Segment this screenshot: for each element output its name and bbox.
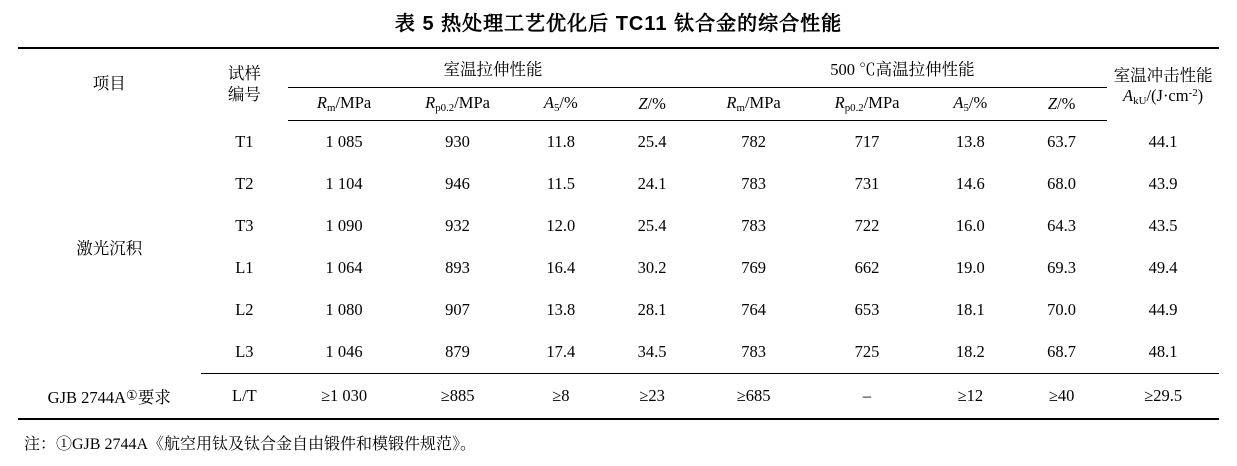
cell-sample: L2 <box>235 300 254 319</box>
cell-ht-rm: 783 <box>741 216 766 235</box>
cell-ht-z: 70.0 <box>1047 300 1077 319</box>
requirement-row <box>18 374 1219 420</box>
properties-table <box>18 47 1219 420</box>
cell-rt-rp02: 946 <box>445 174 470 193</box>
cell-ht-z: 64.3 <box>1047 216 1077 235</box>
cell-rt-z: 25.4 <box>637 216 667 235</box>
table-note: 注：①GJB 2744A《航空用钛及钛合金自由锻件和模锻件规范》。 <box>24 436 477 453</box>
cell-ht-a5: 14.6 <box>955 174 985 193</box>
header-ht-rp02: $R_{p0.2}$/MPa <box>809 88 924 121</box>
cell-sample: L3 <box>201 331 289 374</box>
cell-ht-a5: 19.0 <box>955 258 985 277</box>
cell-ht-rp02: 662 <box>854 258 880 277</box>
cell-rt-z: 28.1 <box>637 300 667 319</box>
requirement-label <box>18 374 201 420</box>
cell-ht-a5: 13.8 <box>955 132 985 151</box>
cell-rt-rm: 1 080 <box>325 300 363 319</box>
cell-rt-z: 34.5 <box>606 331 697 374</box>
cell-ht-z: 63.7 <box>1047 132 1077 151</box>
header-group-impact-label: 室温冲击性能 <box>1113 66 1213 86</box>
requirement-label-mark: ① <box>126 387 138 403</box>
header-rt-rm: $R_m$/MPa <box>288 88 400 121</box>
header-group-room-temp: 室温拉伸性能 <box>288 48 698 88</box>
header-group-high-temp: 500 ℃高温拉伸性能 <box>698 48 1108 88</box>
cell-rt-rm: 1 064 <box>325 258 363 277</box>
cell-aku: 44.9 <box>1148 300 1178 319</box>
cell-rt-rp02: 879 <box>400 331 515 374</box>
requirement-ht-rm: ≥685 <box>698 374 810 420</box>
cell-rt-a5: 11.5 <box>546 174 575 193</box>
requirement-label-post: 要求 <box>137 387 171 407</box>
cell-ht-rm: 782 <box>741 132 766 151</box>
header-item: 项目 <box>18 48 201 121</box>
header-row-groups <box>18 48 1219 88</box>
cell-rt-a5: 11.8 <box>546 132 575 151</box>
cell-ht-rm: 764 <box>741 300 766 319</box>
cell-ht-rp02: 722 <box>854 216 880 235</box>
cell-rt-a5: 17.4 <box>515 331 606 374</box>
cell-sample: L1 <box>235 258 254 277</box>
cell-ht-a5: 18.2 <box>925 331 1016 374</box>
requirement-rt-rp02: ≥885 <box>400 374 515 420</box>
cell-ht-a5: 16.0 <box>955 216 985 235</box>
cell-rt-rm: 1 085 <box>325 132 363 151</box>
requirement-sample: L/T <box>201 374 289 420</box>
requirement-ht-z: ≥40 <box>1016 374 1107 420</box>
table-caption: 表 5 热处理工艺优化后 TC11 钛合金的综合性能 <box>394 13 843 35</box>
cell-rt-rm: 1 090 <box>325 216 363 235</box>
requirement-aku: ≥29.5 <box>1107 374 1219 420</box>
cell-rt-a5: 12.0 <box>546 216 576 235</box>
cell-rt-rm: 1 046 <box>288 331 400 374</box>
cell-ht-rp02: 653 <box>854 300 880 319</box>
cell-ht-rm: 783 <box>698 331 810 374</box>
requirement-rt-a5: ≥8 <box>515 374 606 420</box>
cell-rt-a5: 13.8 <box>546 300 576 319</box>
cell-ht-z: 68.7 <box>1016 331 1107 374</box>
cell-aku: 49.4 <box>1148 258 1178 277</box>
cell-rt-rp02: 893 <box>445 258 470 277</box>
cell-ht-rp02: 725 <box>809 331 924 374</box>
header-rt-z: Z/% <box>606 88 697 121</box>
cell-aku: 48.1 <box>1107 331 1219 374</box>
cell-ht-z: 69.3 <box>1047 258 1077 277</box>
header-aku-symbol: $A_{kU}/(J\cdot cm^{-2})$ <box>1123 86 1204 108</box>
cell-rt-rm: 1 104 <box>325 174 363 193</box>
cell-aku: 44.1 <box>1148 131 1178 151</box>
header-sample-no: 试样 编号 <box>201 48 289 121</box>
header-group-impact <box>1107 48 1219 121</box>
cell-ht-rp02: 717 <box>854 132 880 151</box>
requirement-label-pre: GJB 2744A <box>47 387 127 407</box>
table-row <box>18 121 1219 164</box>
header-ht-a5: $A_5/\%$ <box>925 88 1016 121</box>
cell-rt-rp02: 932 <box>445 216 470 235</box>
cell-aku: 43.9 <box>1148 174 1178 193</box>
requirement-rt-z: ≥23 <box>606 374 697 420</box>
header-ht-z: Z/% <box>1016 88 1107 121</box>
row-group-label: 激光沉积 <box>76 239 143 258</box>
requirement-ht-rp02: – <box>809 374 924 420</box>
cell-rt-z: 30.2 <box>637 258 667 277</box>
header-rt-rp02: $R_{p0.2}$/MPa <box>400 88 515 121</box>
cell-aku: 43.5 <box>1148 216 1178 235</box>
cell-sample: T2 <box>235 174 254 193</box>
cell-sample: T3 <box>235 216 254 235</box>
cell-rt-rp02: 930 <box>445 132 470 151</box>
requirement-rt-rm: ≥1 030 <box>288 374 400 420</box>
cell-ht-a5: 18.1 <box>955 300 985 319</box>
cell-ht-rm: 769 <box>741 258 766 277</box>
requirement-ht-a5: ≥12 <box>925 374 1016 420</box>
cell-ht-z: 68.0 <box>1047 174 1077 193</box>
header-ht-rm: $R_m$/MPa <box>698 88 810 121</box>
cell-rt-a5: 16.4 <box>546 258 576 277</box>
cell-sample: T1 <box>235 131 254 151</box>
cell-rt-z: 24.1 <box>637 174 667 193</box>
cell-rt-z: 25.4 <box>637 132 667 151</box>
header-rt-a5: $A_5/\%$ <box>515 88 606 121</box>
cell-ht-rm: 783 <box>741 174 766 193</box>
cell-ht-rp02: 731 <box>854 174 880 193</box>
cell-rt-rp02: 907 <box>445 300 470 319</box>
